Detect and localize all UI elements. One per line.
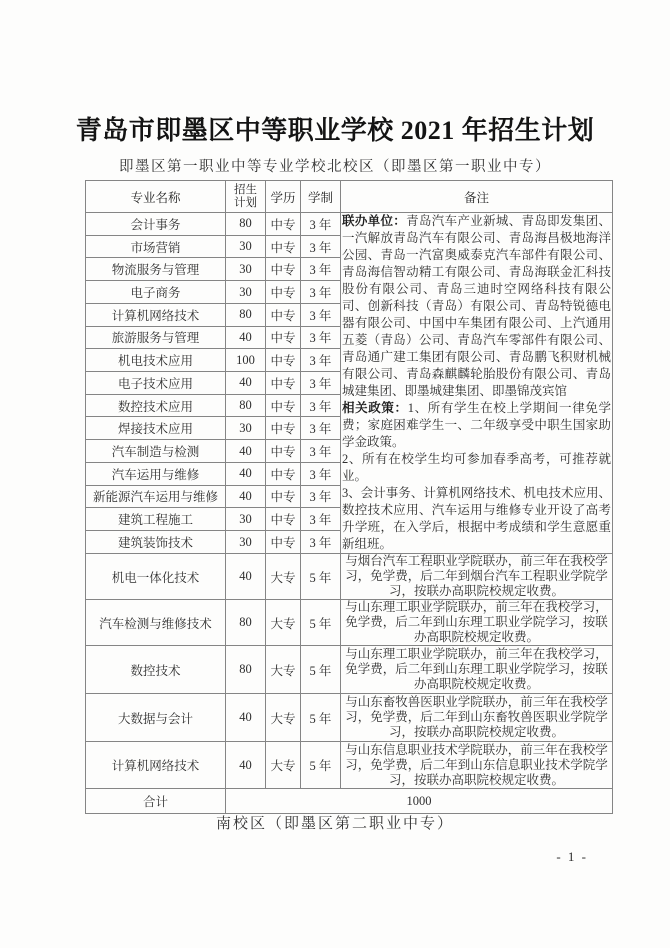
note-partners-text: 青岛汽车产业新城、青岛即发集团、一汽解放青岛汽车有限公司、青岛海昌极地海洋公园、青岛一汽富奥威泰克汽车部件有限公司、青岛海信智动精工有限公司、青岛海联金汇科技股份有限公司、青岛三迪时空网络科技有限公司、创新科技（青岛）有限公司、青岛特锐德电器有限公司、中国中车集团有限公司、上汽通用五菱（青岛）公司、青岛汽车零部件有限公司、青岛通广建工集团有限公司、青岛鹏飞积财机械有限公司、青岛森麒麟轮胎股份有限公司、青岛城建集团、即墨城建集团、即墨锦茂宾馆 <box>342 214 611 398</box>
major-name: 汽车检测与维修技术 <box>86 600 226 646</box>
plan-count: 30 <box>226 281 266 304</box>
row-note: 与山东畜牧兽医职业学院联办，前三年在我校学习，免学费，后二年到山东畜牧兽医职业学院学习，按联办高职院校规定收费。 <box>341 694 613 742</box>
duration: 3 年 <box>301 235 341 258</box>
campus-subtitle-north: 即墨区第一职业中等专业学校北校区（即墨区第一职业中专） <box>119 159 551 175</box>
duration: 3 年 <box>301 417 341 440</box>
plan-count: 40 <box>226 485 266 508</box>
plan-count: 30 <box>226 417 266 440</box>
level: 中专 <box>266 258 301 281</box>
note-policy-item3: 3、会计事务、计算机网络技术、机电技术应用、数控技术应用、汽车运用与维修专业开设了高考升学班，在入学后，根据中考成绩和学生意愿重新组班。 <box>342 486 611 551</box>
major-name: 建筑装饰技术 <box>86 531 226 554</box>
level: 大专 <box>266 742 301 789</box>
duration: 3 年 <box>301 508 341 531</box>
level: 中专 <box>266 326 301 349</box>
table-header-row <box>86 181 613 213</box>
level: 中专 <box>266 281 301 304</box>
major-name: 会计事务 <box>86 213 226 236</box>
major-name: 电子技术应用 <box>86 372 226 395</box>
level: 中专 <box>266 440 301 463</box>
plan-count: 30 <box>226 258 266 281</box>
duration: 3 年 <box>301 326 341 349</box>
col-header-plan <box>226 181 266 213</box>
major-name: 市场营销 <box>86 235 226 258</box>
level: 中专 <box>266 462 301 485</box>
plan-count: 30 <box>226 508 266 531</box>
plan-count: 40 <box>226 462 266 485</box>
major-name: 计算机网络技术 <box>86 742 226 789</box>
major-name: 汽车制造与检测 <box>86 440 226 463</box>
major-name: 汽车运用与维修 <box>86 462 226 485</box>
duration: 5 年 <box>301 554 341 600</box>
plan-count: 30 <box>226 531 266 554</box>
plan-count: 40 <box>226 326 266 349</box>
col-header-plan-line1: 招生 <box>234 183 257 196</box>
major-name: 新能源汽车运用与维修 <box>86 485 226 508</box>
level: 中专 <box>266 213 301 236</box>
plan-count: 40 <box>226 440 266 463</box>
note-policy-item1: 1、所有学生在校上学期间一律免学费；家庭困难学生一、二年级享受中职生国家助学金政策。 <box>342 401 611 449</box>
table-row <box>86 554 613 600</box>
duration: 3 年 <box>301 394 341 417</box>
col-header-level: 学历 <box>266 181 301 213</box>
plan-count: 40 <box>226 372 266 395</box>
level: 中专 <box>266 235 301 258</box>
level: 大专 <box>266 554 301 600</box>
plan-count: 100 <box>226 349 266 372</box>
col-header-remark: 备注 <box>341 181 613 213</box>
major-name: 电子商务 <box>86 281 226 304</box>
level: 中专 <box>266 417 301 440</box>
row-note: 与山东理工职业学院联办，前三年在我校学习，免学费，后二年到山东理工职业学院学习，按联办高职院校规定收费。 <box>341 600 613 646</box>
duration: 3 年 <box>301 440 341 463</box>
major-name: 机电一体化技术 <box>86 554 226 600</box>
col-header-duration: 学制 <box>301 181 341 213</box>
duration: 3 年 <box>301 213 341 236</box>
total-value: 1000 <box>226 789 613 814</box>
level: 中专 <box>266 349 301 372</box>
major-name: 建筑工程施工 <box>86 508 226 531</box>
row-note: 与烟台汽车工程职业学院联办，前三年在我校学习，免学费，后二年到烟台汽车工程职业学院学习，按联办高职院校规定收费。 <box>341 554 613 600</box>
col-header-major: 专业名称 <box>86 181 226 213</box>
level: 大专 <box>266 694 301 742</box>
duration: 3 年 <box>301 372 341 395</box>
plan-count: 40 <box>226 694 266 742</box>
duration: 3 年 <box>301 258 341 281</box>
level: 中专 <box>266 508 301 531</box>
duration: 5 年 <box>301 742 341 789</box>
plan-count: 80 <box>226 303 266 326</box>
duration: 3 年 <box>301 281 341 304</box>
row-note: 与山东信息职业技术学院联办，前三年在我校学习，免学费，后二年到山东信息职业技术学院学习，按联办高职院校规定收费。 <box>341 742 613 789</box>
plan-count: 80 <box>226 600 266 646</box>
major-name: 数控技术 <box>86 646 226 694</box>
table-row <box>86 646 613 694</box>
level: 大专 <box>266 600 301 646</box>
total-row <box>86 789 613 814</box>
table-row <box>86 742 613 789</box>
plan-count: 80 <box>226 394 266 417</box>
note-policy <box>342 400 611 451</box>
merged-note-cell <box>341 213 613 554</box>
plan-count: 80 <box>226 213 266 236</box>
table-row <box>86 213 613 236</box>
duration: 3 年 <box>301 531 341 554</box>
table-row <box>86 600 613 646</box>
plan-count: 40 <box>226 742 266 789</box>
total-label: 合计 <box>86 789 226 814</box>
table-row <box>86 694 613 742</box>
major-name: 数控技术应用 <box>86 394 226 417</box>
level: 大专 <box>266 646 301 694</box>
level: 中专 <box>266 394 301 417</box>
duration: 3 年 <box>301 349 341 372</box>
note-partners <box>342 213 611 400</box>
col-header-plan-line2: 计划 <box>234 196 257 209</box>
major-name: 焊接技术应用 <box>86 417 226 440</box>
duration: 3 年 <box>301 303 341 326</box>
major-name: 旅游服务与管理 <box>86 326 226 349</box>
campus-subtitle-south: 南校区（即墨区第二职业中专） <box>215 816 454 832</box>
note-policy-label: 相关政策： <box>342 401 408 415</box>
duration: 5 年 <box>301 694 341 742</box>
plan-count: 30 <box>226 235 266 258</box>
duration: 3 年 <box>301 485 341 508</box>
level: 中专 <box>266 372 301 395</box>
page-title: 青岛市即墨区中等职业学校 2021 年招生计划 <box>75 116 595 145</box>
plan-count: 80 <box>226 646 266 694</box>
note-partners-label: 联办单位： <box>342 214 407 228</box>
major-name: 大数据与会计 <box>86 694 226 742</box>
duration: 5 年 <box>301 646 341 694</box>
major-name: 计算机网络技术 <box>86 303 226 326</box>
page-number: - 1 - <box>556 849 588 864</box>
major-name: 机电技术应用 <box>86 349 226 372</box>
level: 中专 <box>266 485 301 508</box>
row-note: 与山东理工职业学院联办，前三年在我校学习，免学费，后二年到山东理工职业学院学习，按联办高职院校规定收费。 <box>341 646 613 694</box>
duration: 3 年 <box>301 462 341 485</box>
major-name: 物流服务与管理 <box>86 258 226 281</box>
level: 中专 <box>266 531 301 554</box>
plan-count: 40 <box>226 554 266 600</box>
level: 中专 <box>266 303 301 326</box>
note-policy-item2: 2、所有在校学生均可参加春季高考，可推荐就业。 <box>342 452 611 483</box>
enrollment-table <box>85 180 613 814</box>
duration: 5 年 <box>301 600 341 646</box>
